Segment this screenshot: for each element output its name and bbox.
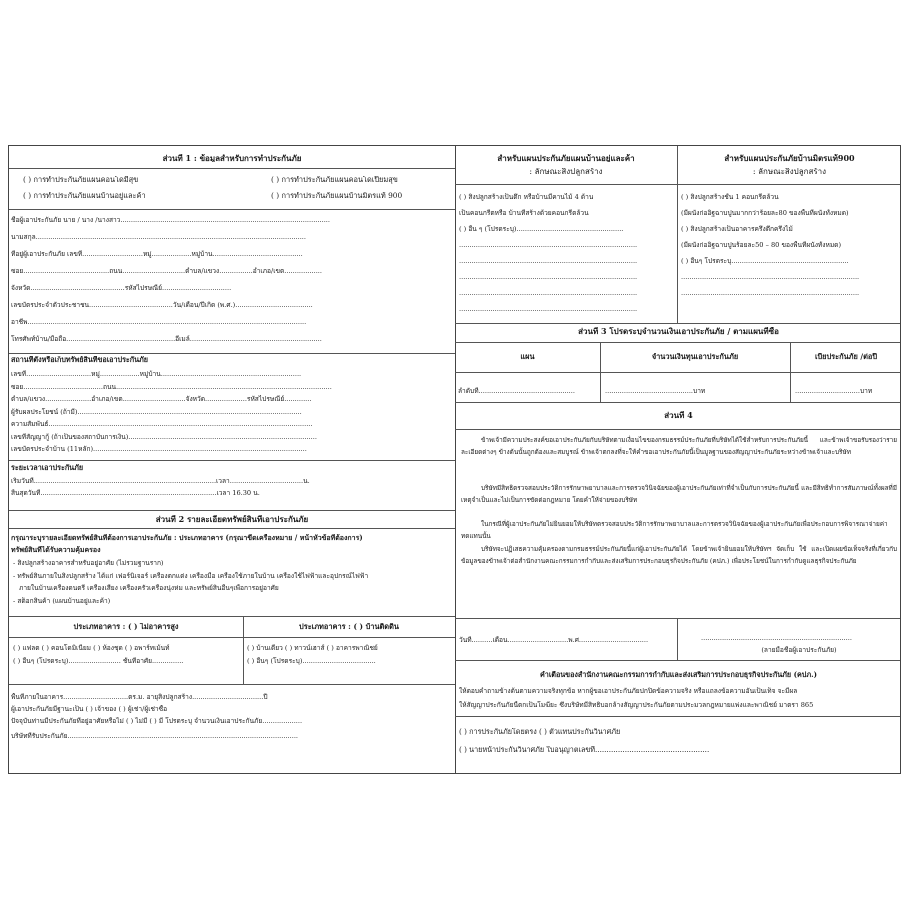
applicant-field[interactable]: โทรศัพท์บ้าน/มือถือ....................................................อีเมล์............................................................... <box>11 335 322 343</box>
mitrtae-construction-line[interactable]: ( ) อื่นๆ โปรดระบุ........................................................ <box>681 257 849 265</box>
location-field[interactable]: เลขที่สัญญากู้ (ถ้าเป็นของสถาบันการเงิน).......................................................................................... <box>11 432 317 441</box>
mitrtae-header: สำหรับแผนประกันภัยบ้านมิตรแท้900 <box>724 154 855 162</box>
section1-title: ส่วนที่ 1 : ข้อมูลสำหรับการทำประกันภัย <box>162 154 302 162</box>
sum-insured-field[interactable]: ..........................................บาท <box>605 387 706 395</box>
period-end[interactable]: สิ้นสุดวันที่....................................................................................เวลา 16.30 น. <box>11 489 260 497</box>
covered-item: ภายในบ้านเครื่องดนตรี เครื่องเสียง เครื่องครัวเครื่องนุ่งห่ม และทรัพย์สินอื่นๆเพื่อการอยู่อาศัย <box>19 584 279 592</box>
existing-insurance-field[interactable]: ปัจจุบันท่านมีประกันภัยที่อยู่อาศัยหรือไม่ ( ) ไม่มี ( ) มี โปรดระบุ จำนวนเงินเอาประกันภัย................... <box>11 717 303 725</box>
applicant-field[interactable]: ที่อยู่ผู้เอาประกันภัย เลขที่.............................หมู่...................หมู่บ้าน........................................... <box>11 250 303 258</box>
mitrtae-construction-line[interactable]: ( ) สิ่งปลูกสร้างเป็นอาคารครึ่งตึกครึ่งไม้ <box>681 225 793 233</box>
mitrtae-construction-line[interactable]: ( ) สิ่งปลูกสร้างชั้น 1 คอนกรีตล้วน <box>681 193 779 201</box>
application-form <box>8 145 901 774</box>
location-field[interactable]: ความสัมพันธ์.............................................................................................................................. <box>11 420 313 428</box>
low-building-other[interactable]: ( ) อื่นๆ (โปรดระบุ)................................... <box>247 657 376 665</box>
plan-option-condo-piamsuk[interactable]: ( ) การทำประกันภัยแผนคอนโดเปี่ยมสุข <box>271 176 398 184</box>
period-title: ระยะเวลาเอาประกันภัย <box>11 464 84 472</box>
plan-option-mitrtae-900[interactable]: ( ) การทำประกันภัยแผนบ้านมิตรแท้ 900 <box>271 192 403 200</box>
location-field[interactable]: ตำบล/แขวง......................อำเภอ/เขต..............................จังหวัด....................รหัสไปรษณีย์............. <box>11 395 312 403</box>
date-field[interactable]: วันที่..........เดือน.............................พ.ศ................................. <box>459 636 649 644</box>
tall-building-other[interactable]: ( ) อื่นๆ (โปรดระบุ)......................... ชั้นที่อาศัย............... <box>13 657 184 665</box>
channel-option-direct-agent[interactable]: ( ) การประกันภัยโดยตรง ( ) ตัวแทนประกันวินาศภัย <box>459 728 621 736</box>
location-field[interactable]: ผู้รับผลประโยชน์ (ถ้ามี)........................................................................................................... <box>11 407 302 416</box>
section4-title: ส่วนที่ 4 <box>664 411 693 419</box>
applicant-field[interactable]: ชื่อผู้เอาประกันภัย นาย / นาง /นางสาว.................................................................................................... <box>11 216 330 224</box>
house-shop-construction-line[interactable]: ..................................................................................... <box>459 257 638 265</box>
applicant-field[interactable]: นามสกุล................................................................................................................................. <box>11 233 306 241</box>
mitrtae-construction-line[interactable]: (มีผนังก่ออิฐฉาบปูนมากกว่าร้อยละ80 ของพื้นที่ผนังทั้งหมด) <box>681 209 849 217</box>
house-shop-header: สำหรับแผนประกันภัยแผนบ้านอยู่และค้า <box>497 154 635 162</box>
plan-option-condo-misuk[interactable]: ( ) การทำประกันภัยแผนคอนโดมีสุข <box>23 176 139 184</box>
house-shop-construction-line[interactable]: เป็นคอนกรีตหรือ บ้านที่สร้างด้วยคอนกรีตล้วน <box>459 209 589 217</box>
mitrtae-construction-line[interactable]: ..................................................................................... <box>681 289 860 297</box>
declaration-paragraph: ข้าพเจ้ามีความประสงค์ขอเอาประกันภัยกับบริษัทตามเงื่อนไขของกรมธรรม์ประกันภัยที่บริษัทได้ใช้สำหรับการประกันภัยนี้ และข้าพเจ้าขอรับรองว่ารายละเอียดต่างๆ ข้างต้นนั้นถูกต้องและสมบูรณ์ ข้าพเจ้าตกลงที่จะให้คำขอเอาประกันภัยนี้เป็นมูลฐานของสัญญาประกันภัยระหว่างข้าพเจ้าและบริษัท <box>461 436 897 456</box>
house-shop-construction-line[interactable]: ..................................................................................... <box>459 273 638 281</box>
section2-title: ส่วนที่ 2 รายละเอียดทรัพย์สินที่เอาประกันภัย <box>155 515 309 523</box>
insured-status-field[interactable]: ผู้เอาประกันภัยมีฐานะเป็น ( ) เจ้าของ ( ) ผู้เช่า/ผู้เช่าซื้อ <box>11 705 168 713</box>
building-type-low-title[interactable]: ประเภทอาคาร : ( ) บ้านติดดิน <box>299 623 399 631</box>
col-premium: เบี้ยประกันภัย /ต่อปี <box>814 353 878 361</box>
house-shop-subheader: : ลักษณะสิ่งปลูกสร้าง <box>529 168 603 176</box>
low-building-options[interactable]: ( ) บ้านเดี่ยว ( ) ทาวน์เฮาส์ ( ) อาคารพาณิชย์ <box>247 644 378 652</box>
house-shop-construction-line[interactable]: ..................................................................................... <box>459 241 638 249</box>
declaration-paragraph: บริษัทจะปฏิเสธความคุ้มครองตามกรมธรรม์ประกันภัยนี้แก่ผู้เอาประกันภัยได้ โดยข้าพเจ้ายินยอมให้บริษัทฯ จัดเก็บ ใช้ และเปิดเผยข้อเท็จจริงที่เกี่ยวกับข้อมูลของข้าพเจ้าต่อสำนักงานคณะกรรมการกำกับและส่งเสริมการประกอบธุรกิจประกันภัย (คปภ.) เพื่อประโยชน์ในการกำกับดูแลธุรกิจประกันภัย <box>461 545 897 565</box>
section3-title: ส่วนที่ 3 โปรดระบุจำนวนเงินเอาประกันภัย / ตามแผนที่ซื้อ <box>578 327 779 335</box>
mitrtae-construction-line[interactable]: ..................................................................................... <box>681 273 860 281</box>
warning-text: ให้สัญญาประกันภัยนี้ตกเป็นโมฆียะ ซึ่งบริษัทมีสิทธิบอกล้างสัญญาประกันภัยตามประมวลกฎหมายแพ่งและพาณิชย์ มาตรา 865 <box>459 701 814 709</box>
period-start[interactable]: เริ่มวันที่.......................................................................................เวลา...................................น. <box>11 477 310 485</box>
section2-instruction: กรุณาระบุรายละเอียดทรัพย์สินที่ต้องการเอาประกันภัย : ประเภทอาคาร (กรุณาขีดเครื่องหมาย / หน้าหัวข้อที่ต้องการ) <box>11 534 363 542</box>
house-shop-construction-line[interactable]: ..................................................................................... <box>459 289 638 297</box>
location-title: สถานที่ตั้งหรือเก็บทรัพย์สินที่ขอเอาประกันภัย <box>11 356 149 364</box>
house-shop-construction-line[interactable]: ( ) อื่น ๆ (โปรดระบุ)................................................... <box>459 225 624 233</box>
floor-area-field[interactable]: พื้นที่ภายในอาคาร...............................ตร.ม. อายุสิ่งปลูกสร้าง..................................ปี <box>11 693 268 701</box>
location-field[interactable]: เลขที่...............................หมู่...................หมู่บ้าน................................................................... <box>11 370 302 378</box>
location-field[interactable]: ซอย......................................ถนน....................................................................................................... <box>11 382 332 391</box>
plan-number-field[interactable]: ลำดับที่.............................................. <box>458 387 575 395</box>
insurer-company-field[interactable]: บริษัทที่รับประกันภัย.............................................................................................................. <box>11 732 299 740</box>
applicant-field[interactable]: จังหวัด.............................................รหัสไปรษณีย์................................. <box>11 284 232 292</box>
declaration-paragraph: บริษัทมีสิทธิตรวจสอบประวัติการรักษาพยาบาลและการตรวจวินิจฉัยของผู้เอาประกันภัยเท่าที่จำเป็นกับการประกันภัยนี้ และมีสิทธิทำการสัมภาษณ์ทั้งผลที่มีเหตุจำเป็นและไม่เป็นการขัดต่อกฎหมาย โดยคำให้จ่ายของบริษัท <box>461 484 897 504</box>
covered-assets-title: ทรัพย์สินที่ได้รับความคุ้มครอง <box>11 546 101 554</box>
warning-text: ให้ตอบคำถามข้างต้นตามความจริงทุกข้อ หากผู้ขอเอาประกันภัยปกปิดข้อความจริง หรือแถลงข้อความอันเป็นเท็จ จะมีผล <box>459 687 798 695</box>
left-column <box>9 146 456 773</box>
mitrtae-construction-line[interactable]: (มีผนังก่ออิฐฉาบปูนร้อยละ50 – 80 ของพื้นที่ผนังทั้งหมด) <box>681 241 842 249</box>
col-sum-insured: จำนวนเงินทุนเอาประกันภัย <box>651 353 739 361</box>
applicant-field[interactable]: เลขบัตรประจำตัวประชาชน........................................วัน/เดือน/ปีเกิด (พ.ศ.)..................................... <box>11 301 313 309</box>
plan-option-house-shop[interactable]: ( ) การทำประกันภัยแผนบ้านอยู่และค้า <box>23 192 146 200</box>
house-shop-construction-line[interactable]: ( ) สิ่งปลูกสร้างเป็นตึก หรือบ้านมีคานไม้ 4 ด้าน <box>459 193 594 201</box>
covered-item: - สต็อกสินค้า (แผนบ้านอยู่และค้า) <box>13 597 111 605</box>
signature-label: (ลายมือชื่อผู้เอาประกันภัย) <box>761 646 837 654</box>
premium-field[interactable]: ...............................บาท <box>795 387 873 395</box>
right-column <box>455 146 900 773</box>
covered-item: - สิ่งปลูกสร้างอาคารสำหรับอยู่อาศัย (ไม่รวมฐานราก) <box>13 559 164 567</box>
covered-item: - ทรัพย์สินภายในสิ่งปลูกสร้าง ได้แก่ เฟอร์นิเจอร์ เครื่องตกแต่ง เครื่องมือ เครื่องใช้ภายในบ้าน เครื่องใช้ไฟฟ้าและอุปกรณ์ไฟฟ้า <box>13 572 369 580</box>
house-shop-construction-line[interactable]: ..................................................................................... <box>459 305 638 313</box>
warning-title: คำเตือนของสำนักงานคณะกรรมการกำกับและส่งเสริมการประกอบธุรกิจประกันภัย (คปภ.) <box>539 671 817 679</box>
mitrtae-subheader: : ลักษณะสิ่งปลูกสร้าง <box>752 168 827 176</box>
declaration-paragraph: ในกรณีที่ผู้เอาประกันภัยไม่ยินยอมให้บริษัทตรวจสอบประวัติการรักษาพยาบาลและการตรวจวินิจฉัยของผู้เอาประกันภัยเพื่อประกอบการพิจารณาจ่ายค่าทดแทนนั้น <box>461 520 888 540</box>
applicant-field[interactable]: ซอย.........................................ถนน..............................ตำบล/แขวง................อำเภอ/เขต.................. <box>11 267 322 275</box>
channel-option-broker[interactable]: ( ) นายหน้าประกันวินาศภัย ใบอนุญาตเลขที่.................................................. <box>459 746 710 754</box>
col-plan: แผน <box>520 353 535 361</box>
tall-building-options[interactable]: ( ) แฟลต ( ) คอนโดมิเนียม ( ) ห้องชุด ( ) อพาร์ทเม้นท์ <box>13 644 170 652</box>
location-field[interactable]: เลขบัตรประจำบ้าน (11หลัก)...................................................................................................... <box>11 445 307 453</box>
building-type-tall-title[interactable]: ประเภทอาคาร : ( ) ไม่อาคารสูง <box>73 623 179 631</box>
signature-field[interactable]: ........................................................................ <box>701 634 852 642</box>
applicant-field[interactable]: อาชีพ..................................................................................................................................... <box>11 318 307 326</box>
